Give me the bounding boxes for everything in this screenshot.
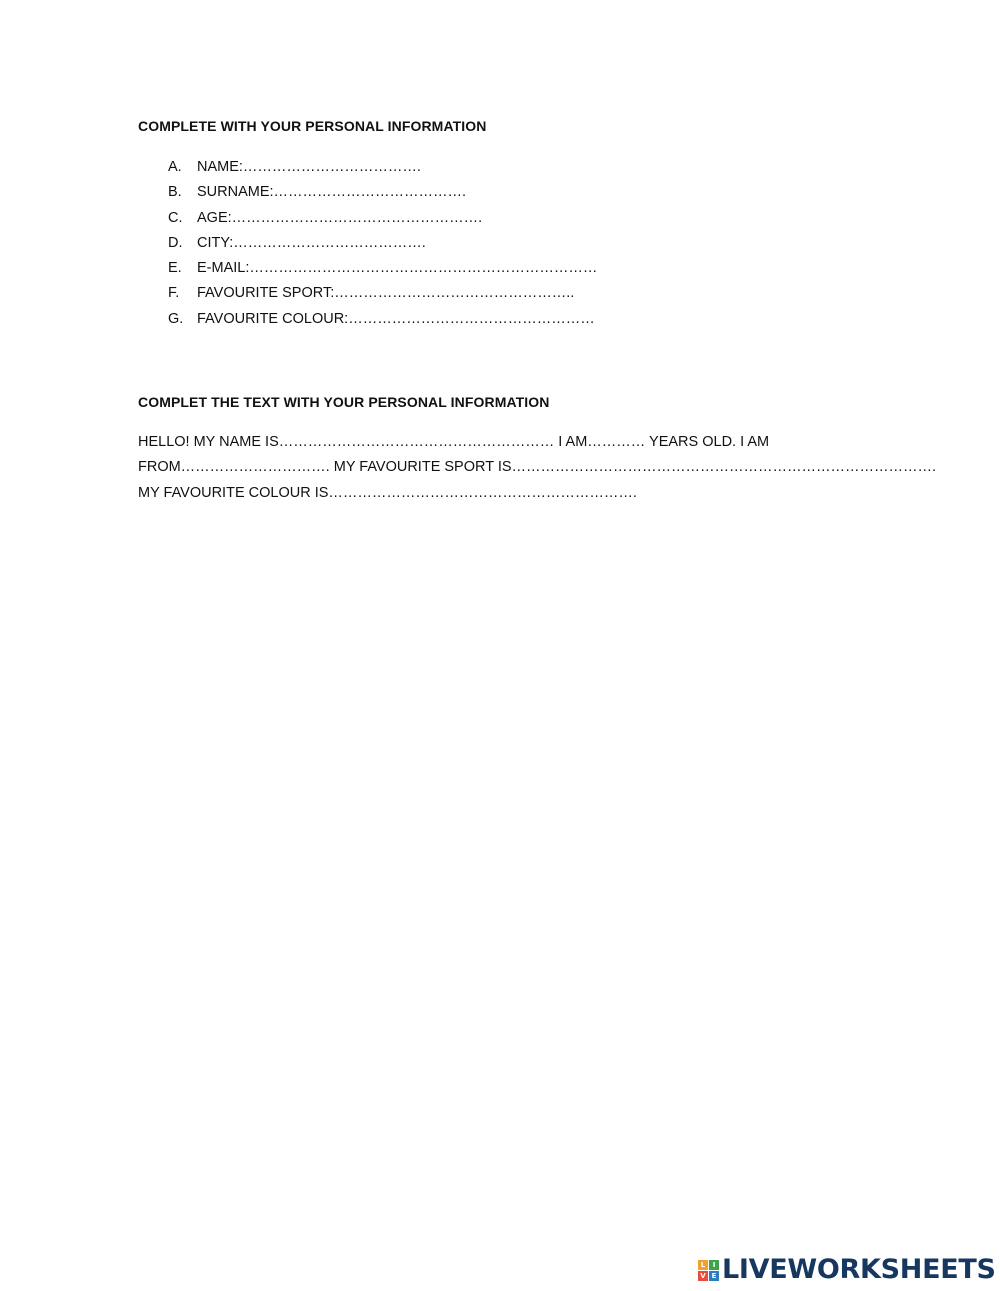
list-item-text: FAVOURITE COLOUR:…………………………………………… — [197, 310, 595, 327]
liveworksheets-logo — [698, 1256, 996, 1284]
list-marker: A. — [168, 159, 182, 175]
list-item — [168, 183, 597, 208]
brand-name: LIVEWORKSHEETS — [722, 1254, 996, 1285]
list-item-text: CITY:…………………………………. — [197, 234, 426, 251]
logo-letter: I — [709, 1260, 719, 1270]
paragraph-line: HELLO! MY NAME IS………………………………………………… I AM………… YEARS OLD. I AM — [138, 434, 770, 450]
logo-letter: E — [709, 1271, 719, 1281]
list-item-text: FAVOURITE SPORT:………………………………………….. — [197, 285, 575, 302]
list-marker: C. — [168, 209, 183, 226]
list-item-text: AGE:……………………………………………. — [197, 209, 483, 226]
list-item-text: E-MAIL:……………………………………………………………… — [197, 260, 598, 277]
fill-in-paragraph — [138, 433, 937, 509]
list-item — [168, 234, 597, 259]
logo-letter: L — [698, 1260, 708, 1270]
live-blocks-icon — [698, 1260, 719, 1281]
section-1-heading: COMPLETE WITH YOUR PERSONAL INFORMATION — [138, 118, 487, 134]
list-item-text: SURNAME:…………………………………. — [197, 184, 467, 201]
list-marker: G. — [168, 310, 184, 327]
list-item — [168, 284, 597, 309]
list-marker: E. — [168, 260, 182, 277]
list-item — [168, 259, 597, 284]
list-item-text: NAME:………………………………. — [197, 159, 421, 175]
list-item — [168, 209, 597, 234]
list-marker: F. — [168, 285, 180, 302]
list-marker: D. — [168, 234, 183, 251]
logo-letter: V — [698, 1271, 708, 1281]
paragraph-line: MY FAVOURITE COLOUR IS………………………………………………………. — [138, 484, 637, 501]
list-item — [168, 310, 597, 335]
section-2-heading: COMPLET THE TEXT WITH YOUR PERSONAL INFORMATION — [138, 394, 550, 410]
list-marker: B. — [168, 184, 182, 201]
list-item — [168, 158, 597, 183]
paragraph-line: FROM…………………………. MY FAVOURITE SPORT IS……………………………………………………………………………. — [138, 459, 937, 476]
personal-info-list — [168, 158, 597, 335]
